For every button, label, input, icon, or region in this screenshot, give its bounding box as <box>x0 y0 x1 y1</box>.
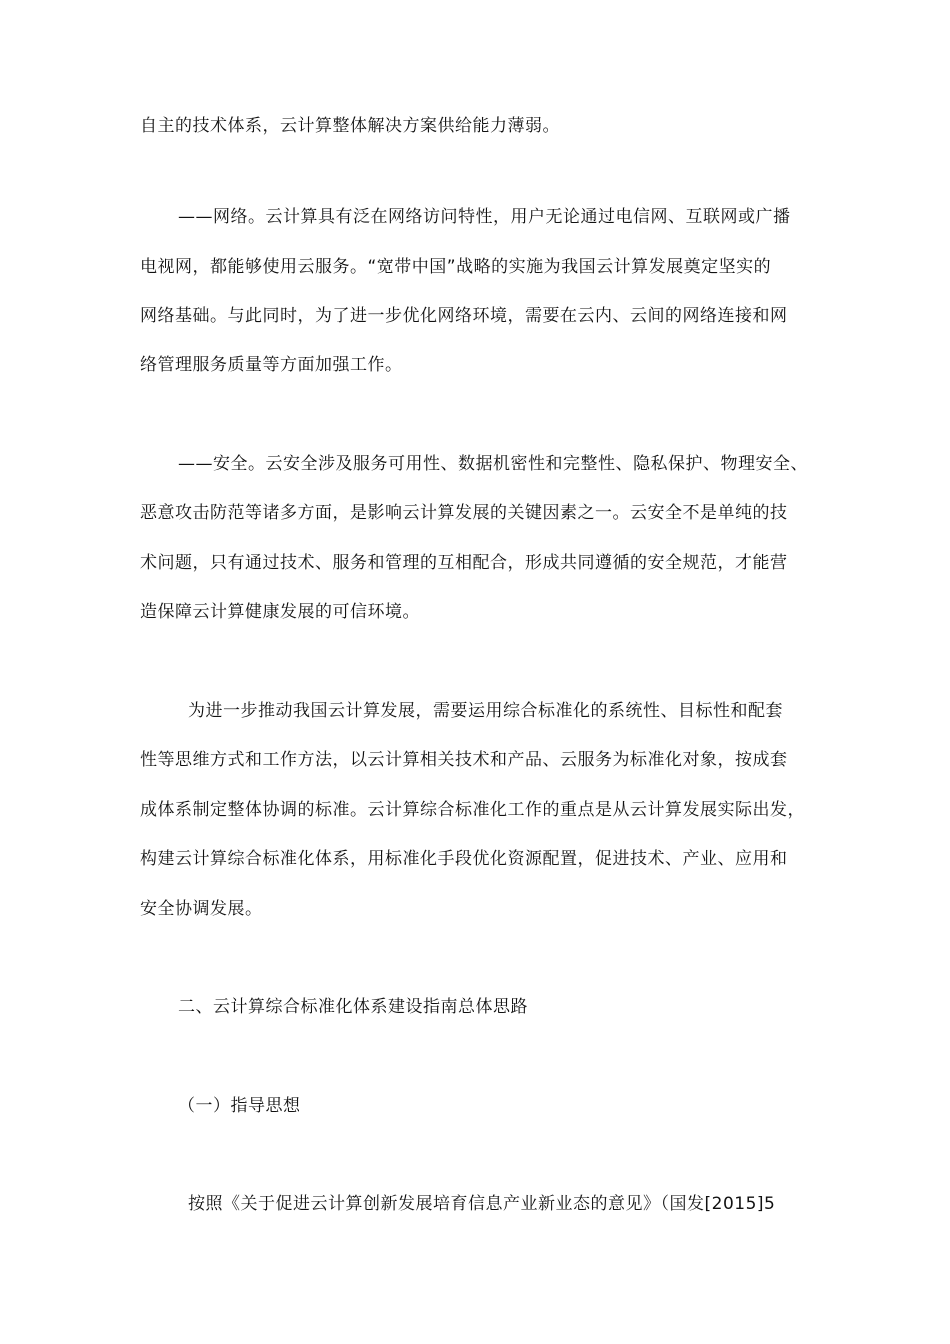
paragraph-line: 络管理服务质量等方面加强工作。 <box>140 355 403 375</box>
paragraph-line-standardization: 为进一步推动我国云计算发展，需要运用综合标准化的系统性、目标性和配套 <box>188 701 783 721</box>
paragraph-line: 安全协调发展。 <box>140 899 263 919</box>
paragraph-line: 构建云计算综合标准化体系，用标准化手段优化资源配置，促进技术、产业、应用和 <box>140 849 788 869</box>
paragraph-line: 电视网，都能够使用云服务。“宽带中国”战略的实施为我国云计算发展奠定坚实的 <box>140 257 772 277</box>
paragraph-line: 性等思维方式和工作方法，以云计算相关技术和产品、云服务为标准化对象，按成套 <box>140 750 788 770</box>
paragraph-line: 造保障云计算健康发展的可信环境。 <box>140 602 420 622</box>
section-heading: 二、云计算综合标准化体系建设指南总体思路 <box>178 997 528 1017</box>
paragraph-line: 按照《关于促进云计算创新发展培育信息产业新业态的意见》（国发[2015]5 <box>188 1194 776 1214</box>
paragraph-line-network: ——网络。云计算具有泛在网络访问特性，用户无论通过电信网、互联网或广播 <box>178 207 791 227</box>
paragraph-line: 自主的技术体系，云计算整体解决方案供给能力薄弱。 <box>140 116 560 136</box>
subsection-heading: （一）指导思想 <box>178 1096 301 1116</box>
paragraph-line: 恶意攻击防范等诸多方面，是影响云计算发展的关键因素之一。云安全不是单纯的技 <box>140 503 788 523</box>
paragraph-line: 术问题，只有通过技术、服务和管理的互相配合，形成共同遵循的安全规范，才能营 <box>140 553 788 573</box>
paragraph-line-security: ——安全。云安全涉及服务可用性、数据机密性和完整性、隐私保护、物理安全、 <box>178 454 808 474</box>
paragraph-line: 成体系制定整体协调的标准。云计算综合标准化工作的重点是从云计算发展实际出发， <box>140 800 805 820</box>
paragraph-line: 网络基础。与此同时，为了进一步优化网络环境，需要在云内、云间的网络连接和网 <box>140 306 788 326</box>
